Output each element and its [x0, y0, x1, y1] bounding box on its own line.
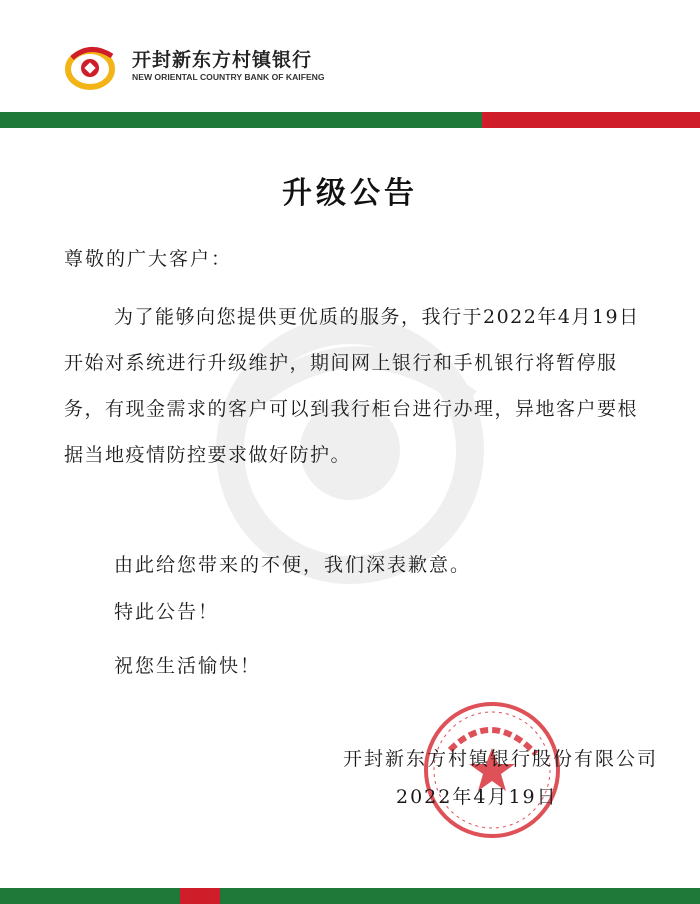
bank-name-en: NEW ORIENTAL COUNTRY BANK OF KAIFENG	[132, 72, 325, 82]
notice-title: 升级公告	[282, 176, 418, 211]
sign-date: 2022年4月19日	[396, 786, 558, 808]
greeting: 尊敬的广大客户：	[64, 248, 233, 270]
bank-name-cn: 开封新东方村镇银行	[132, 49, 313, 71]
notice-paragraph: 为了能够向您提供更优质的服务，我行于2022年4月19日开始对系统进行升级维护，期间网上银行和手机银行将暂停服务，有现金需求的客户可以到我行柜台进行办理，异地客户要根据当地疫情防控要求做好防护。	[64, 306, 640, 466]
bottom-color-band	[0, 888, 700, 904]
top-color-band	[0, 112, 700, 128]
wish-line: 祝您生活愉快！	[114, 655, 262, 677]
hereby-line: 特此公告！	[114, 601, 220, 623]
apology-line: 由此给您带来的不便，我们深表歉意。	[114, 554, 472, 576]
signer-company: 开封新东方村镇银行股份有限公司	[342, 748, 658, 770]
bank-logo-icon	[64, 44, 122, 90]
